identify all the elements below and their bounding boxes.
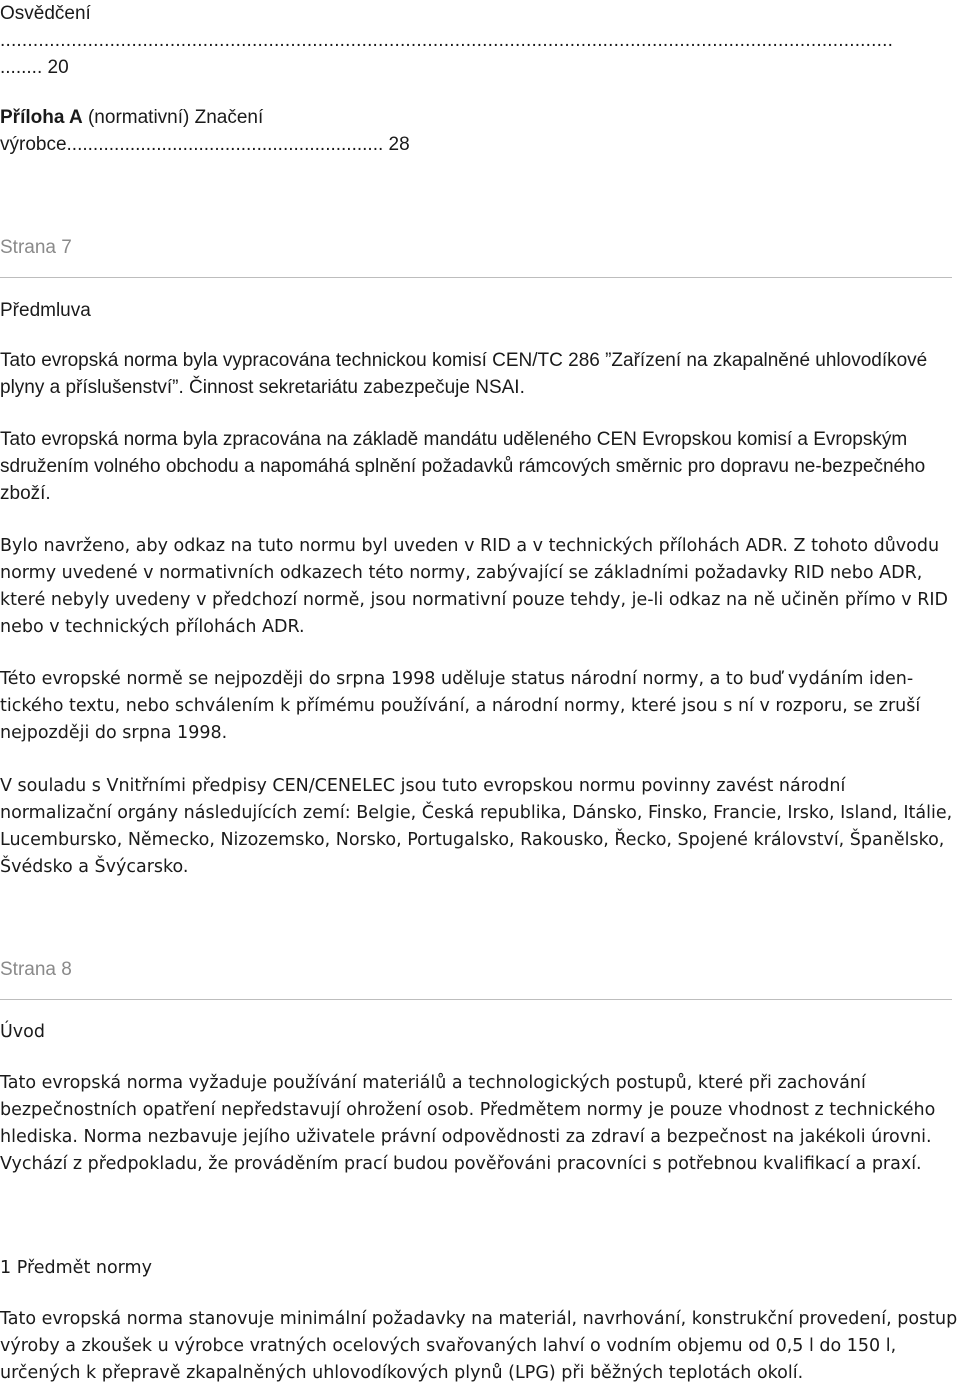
toc-annex-title-rest: (normativní) Značení (82, 107, 264, 128)
toc-entry-annex-a[interactable] (0, 104, 960, 158)
toc-entry-page: ........ 20 (0, 57, 69, 78)
section-heading-predmet-normy: 1 Předmět normy (0, 1258, 152, 1278)
page-label-7: Strana 7 (0, 237, 72, 258)
toc-leader-dots: ................................................................................................................................................................... (0, 30, 894, 51)
paragraph-foreword-1: Tato evropská norma byla vypracována technickou komisí CEN/TC 286 ”Zařízení na zkapalněné uhlovodíkové plyny a příslušenství”. Činnost sekretariátu zabezpečuje NSAI. (0, 350, 928, 398)
paragraph-foreword-3: Bylo navrženo, aby odkaz na tuto normu byl uveden v RID a v technických přílohách ADR. Z tohoto důvodu normy uvedené v normativních odkazech této normy, zabývající se základními požadavky RID nebo ADR, které nebyly uvedeny v předchozí normě, jsou normativní pouze tehdy, je-li odkaz na ně učiněn přímo v RID nebo v technických přílohách ADR. (0, 536, 949, 637)
toc-entry-osvedceni[interactable] (0, 0, 960, 81)
toc-entry-title: Osvědčení (0, 3, 91, 24)
paragraph-foreword-5: V souladu s Vnitřními předpisy CEN/CENELEC jsou tuto evropskou normu povinny zavést národní normalizační orgány následujících zemí: Belgie, Česká republika, Dánsko, Finsko, Francie, Irsko, Island, Itálie, Lucembursko, Německo, Nizozemsko, Norsko, Portugalsko, Rakousko, Řecko, Spojené království, Španělsko, Švédsko a Švýcarsko. (0, 776, 953, 877)
paragraph-scope: Tato evropská norma stanovuje minimální požadavky na materiál, navrhování, konstrukční provedení, postup výroby a zkoušek u výrobce vratných ocelových svařovaných lahví o vodním objemu od 0,5 l do 150 l, určených k přepravě zkapalněných uhlovodíkových plynů (LPG) při běžných teplotách okolí. (0, 1309, 958, 1383)
page-divider-2 (0, 999, 952, 1000)
toc-annex-page: výrobce............................................................ 28 (0, 134, 410, 155)
page-label-8: Strana 8 (0, 959, 72, 980)
paragraph-intro: Tato evropská norma vyžaduje používání materiálů a technologických postupů, které při zachování bezpečnostních opatření nepředstavují ohrožení osob. Předmětem normy je pouze vhodnost z technického hlediska. Norma nezbavuje jejího uživatele právní odpovědnosti za zdraví a bezpečnost na jakékoli úrovni. Vychází z předpokladu, že prováděním prací budou pověřováni pracovníci s potřebnou kvalifikací a praxí. (0, 1073, 936, 1174)
section-heading-predmluva: Předmluva (0, 300, 91, 321)
paragraph-foreword-4: Této evropské normě se nejpozději do srpna 1998 uděluje status národní normy, a to buď vydáním iden-tického textu, nebo schválením k přímému používání, a národní normy, které jsou s ní v rozporu, se zruší nejpozději do srpna 1998. (0, 669, 921, 743)
section-heading-uvod: Úvod (0, 1022, 45, 1042)
page-divider (0, 277, 952, 278)
paragraph-foreword-2: Tato evropská norma byla zpracována na základě mandátu uděleného CEN Evropskou komisí a Evropským sdružením volného obchodu a napomáhá splnění požadavků rámcových směrnic pro dopravu ne-bezpečného zboží. (0, 429, 926, 504)
toc-annex-title-bold: Příloha A (0, 107, 83, 128)
